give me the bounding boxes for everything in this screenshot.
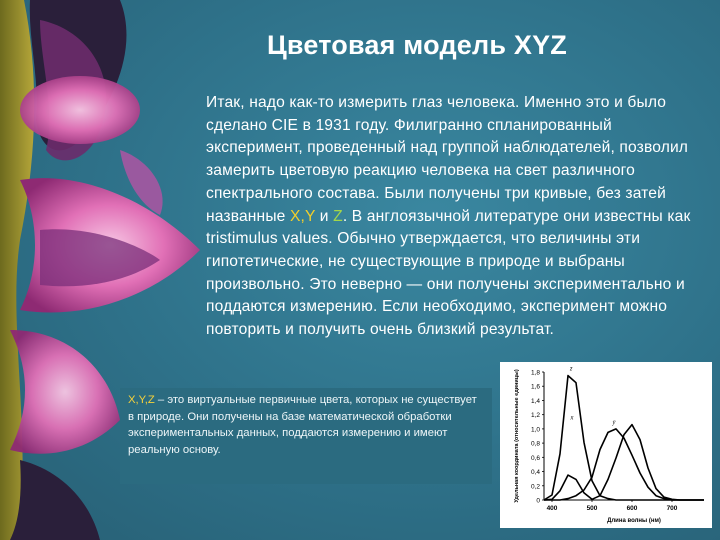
y-tick-label: 1,6: [530, 383, 540, 391]
x-tick-label: 600: [626, 505, 638, 512]
body-rest: . В англоязычной литературе они известны как tristimulus values. Обычно утверждается, что величины эти гипотетические, не существующие в природе и выбраны произвольно. Это неверно — они получены экспериментально и поддаются измерению. Если необходимо, эксперимент можно повторить и получить очень близкий результат.: [206, 207, 691, 339]
series-label-3: z̄: [569, 365, 573, 373]
y-tick-label: 1,2: [530, 412, 540, 420]
y-tick-label: 1,0: [530, 426, 540, 434]
body-paragraph: [206, 92, 692, 342]
pink-wing-lower: [10, 330, 120, 454]
y-axis-label: Удельная координата (относительные единицы): [514, 369, 520, 503]
x-tick-label: 500: [586, 505, 598, 512]
pink-lobe-upper: [20, 76, 140, 144]
y-tick-label: 1,4: [530, 397, 540, 405]
y-tick-label: 0,6: [530, 454, 540, 462]
body-intro: Итак, надо как-то измерить глаз человека. Именно это и было сделано CIE в 1931 году. Филигранно спланированный эксперимент, проведенный над группой наблюдателей, позволил замерить цветовую реакцию человека на свет различного спектрального состава. Были получены три кривые, без затей названные: [206, 94, 689, 225]
chart-panel: [500, 362, 712, 528]
slide-title: Цветовая модель XYZ: [267, 30, 567, 60]
note-xyz-keyword: X,Y,Z: [128, 394, 155, 406]
body-z-keyword: Z: [333, 207, 343, 225]
body-and: и: [315, 207, 334, 225]
dark-shape-bottom: [10, 460, 100, 540]
y-tick-label: 0,8: [530, 440, 540, 448]
y-tick-label: 0,2: [530, 483, 540, 491]
color-matching-chart: [500, 362, 712, 528]
x-tick-label: 400: [546, 505, 558, 512]
y-tick-label: 0: [536, 497, 540, 505]
olive-band-left: [0, 0, 34, 540]
body-xy-keyword: X,Y: [289, 207, 316, 225]
note-text: – это виртуальные первичные цвета, которых не существует в природе. Они получены на базе математической обработки экспериментальных данных, поддаются измерению и имеют реальную основу.: [128, 394, 477, 456]
x-axis-label: Длина волны (нм): [607, 518, 661, 524]
series-label-1: x̄: [570, 414, 574, 422]
note-box: [120, 388, 492, 484]
y-tick-label: 1,8: [530, 369, 540, 377]
series-label-2: ȳ: [612, 418, 616, 426]
series-line-1: [544, 425, 704, 500]
y-tick-label: 0,4: [530, 469, 540, 477]
series-line-2: [544, 429, 704, 500]
x-tick-label: 700: [666, 505, 678, 512]
